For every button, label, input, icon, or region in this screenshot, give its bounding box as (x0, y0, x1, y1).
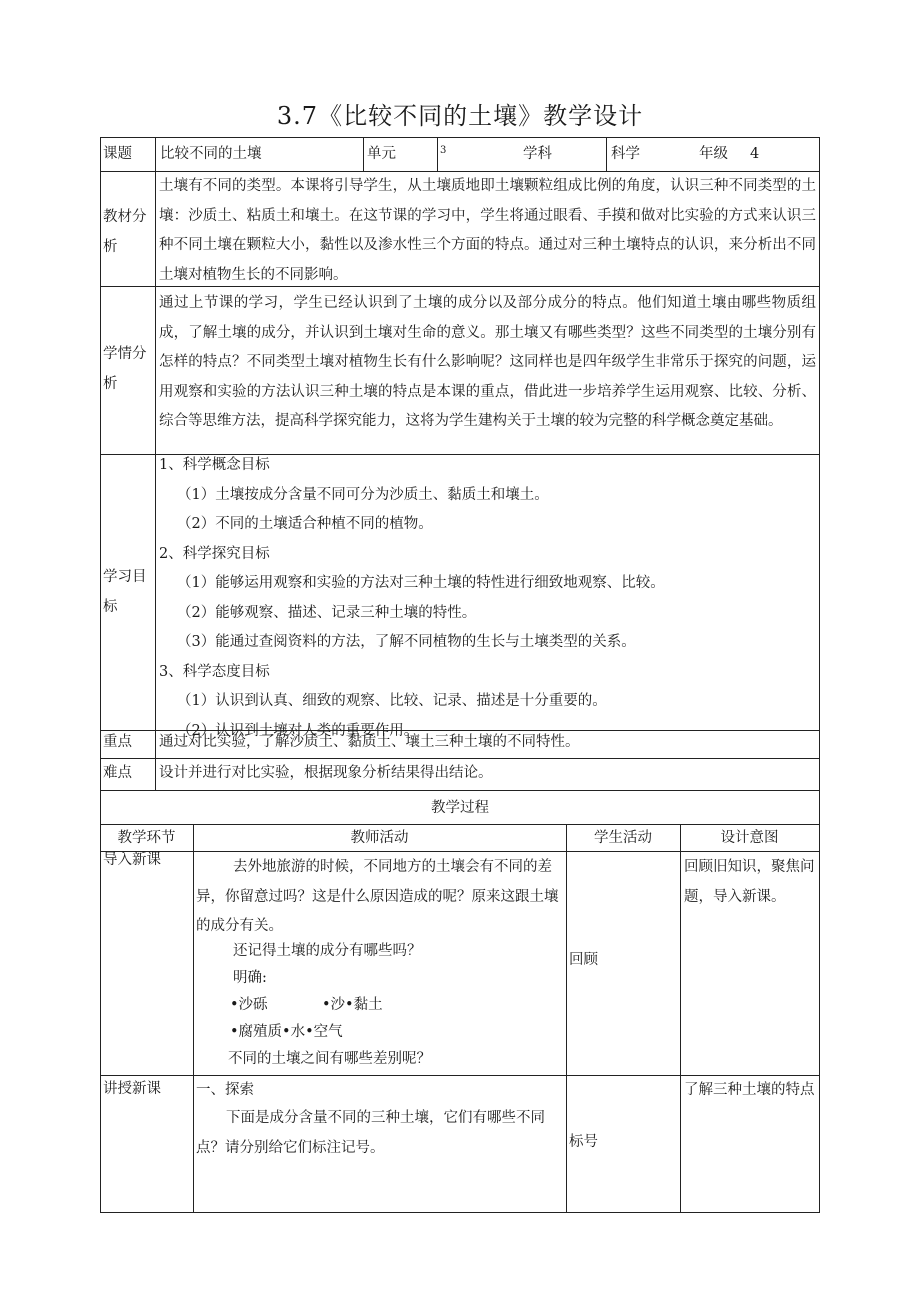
table-border-top (100, 137, 820, 138)
intro-student-activity: 回顾 (569, 952, 598, 968)
col-divider (155, 137, 156, 790)
table-border-bottom (100, 1212, 820, 1213)
stage-teaching: 讲授新课 (103, 1081, 161, 1097)
intro-teacher-line: 明确: (233, 970, 267, 986)
student-analysis-label-line1: 学情分 (103, 346, 147, 362)
learning-goals-label (103, 563, 155, 622)
teaching-design-intent: 了解三种土壤的特点 (684, 1082, 815, 1098)
table-border-left (100, 137, 101, 1213)
intro-design-intent: 回顾旧知识，聚焦问题，导入新课。 (684, 859, 815, 905)
student-analysis-label-line2: 析 (103, 375, 118, 392)
goal-line: （1）认识到认真、细致的观察、比较、记录、描述是十分重要的。 (177, 693, 607, 709)
col-divider (437, 137, 438, 171)
col-divider (566, 824, 567, 1213)
teaching-student-activity: 标号 (569, 1134, 598, 1150)
goal-line: （3）能通过查阅资料的方法，了解不同植物的生长与土壤类型的关系。 (177, 634, 636, 650)
learning-goals-label-line2: 标 (103, 598, 118, 615)
intro-teacher-paragraph: 去外地旅游的时候，不同地方的土壤会有不同的差异，你留意过吗？这是什么原因造成的呢？原来这跟土壤的成分有关。 (196, 859, 559, 934)
intro-teacher-line: 不同的土壤之间有哪些差别呢？ (228, 1051, 431, 1067)
grade-value: 4 (750, 146, 760, 162)
key-point-label: 重点 (103, 734, 132, 750)
col-divider (363, 137, 364, 171)
document-title: 3.7《比较不同的土壤》教学设计 (276, 102, 644, 130)
goal-line: （2）不同的土壤适合种植不同的植物。 (177, 516, 433, 532)
goal-line: （1）能够运用观察和实验的方法对三种土壤的特性进行细致地观察、比较。 (177, 575, 665, 591)
row-divider (100, 790, 820, 791)
table-border-right (819, 137, 820, 1213)
material-analysis-label-line1: 教材分 (103, 209, 147, 225)
teaching-teacher-heading: 一、探索 (196, 1082, 254, 1098)
learning-goals-list (157, 451, 817, 739)
teaching-teacher-paragraph: 下面是成分含量不同的三种土壤，它们有哪些不同点？请分别给它们标注记号。 (196, 1110, 545, 1156)
goal-line: （2）能够观察、描述、记录三种土壤的特性。 (177, 604, 477, 621)
col-divider (606, 137, 607, 171)
stage-intro: 导入新课 (103, 852, 161, 868)
process-title: 教学过程 (431, 800, 489, 816)
col-divider (193, 824, 194, 1213)
goal-line: 2、科学探究目标 (159, 545, 270, 562)
material-analysis-label-line2: 析 (103, 238, 118, 255)
material-analysis-text: 土壤有不同的类型。本课将引导学生，从土壤质地即土壤颗粒组成比例的角度，认识三种不同类型的土壤：沙质土、粘质土和壤土。在这节课的学习中，学生将通过眼看、手摸和做对比实验的方式来认识三种不同土壤在颗粒大小，黏性以及渗水性三个方面的特点。通过对三种土壤特点的认识，来分析出不同土壤对植物生长的不同影响。 (159, 178, 816, 283)
goal-line: 3、科学态度目标 (159, 663, 270, 680)
course-value: 比较不同的土壤 (160, 146, 262, 162)
goal-line: 1、科学概念目标 (159, 457, 270, 473)
student-analysis-label (103, 340, 155, 399)
course-label: 课题 (103, 146, 132, 162)
subject-label: 学科 (523, 146, 552, 162)
header-teacher: 教师活动 (350, 830, 409, 846)
subject-value: 科学 (611, 146, 640, 162)
header-stage: 教学环节 (117, 830, 176, 846)
difficult-point-label: 难点 (103, 765, 132, 781)
goal-line: （2）认识到土壤对人类的重要作用。 (177, 722, 419, 739)
intro-teacher-line: 还记得土壤的成分有哪些吗？ (233, 943, 422, 959)
goal-line: （1）土壤按成分含量不同可分为沙质土、黏质土和壤土。 (177, 486, 549, 503)
learning-goals-label-line1: 学习目 (103, 569, 147, 585)
intro-teacher-line: •腐殖质•水•空气 (230, 1024, 343, 1040)
intro-teacher-line: •沙•黏土 (322, 997, 383, 1013)
unit-label: 单元 (367, 146, 396, 162)
difficult-point-text: 设计并进行对比实验，根据现象分析结果得出结论。 (159, 765, 493, 781)
intro-teacher-line: •沙砾 (230, 997, 268, 1013)
unit-value: 3 (440, 145, 447, 156)
key-point-text: 通过对比实验，了解沙质土、黏质土、壤土三种土壤的不同特性。 (159, 734, 580, 750)
header-intent: 设计意图 (720, 830, 779, 846)
grade-label: 年级 (699, 146, 728, 162)
material-analysis-label (103, 203, 155, 262)
student-analysis-text: 通过上节课的学习，学生已经认识到了土壤的成分以及部分成分的特点。他们知道土壤由哪些物质组成，了解土壤的成分，并认识到土壤对生命的意义。那土壤又有哪些类型？这些不同类型的土壤分别有怎样的特点？不同类型土壤对植物生长有什么影响呢？这同样也是四年级学生非常乐于探究的问题，运用观察和实验的方法认识三种土壤的特点是本课的重点，借此进一步培养学生运用观察、比较、分析、综合等思维方法，提高科学探究能力，这将为学生建构关于土壤的较为完整的科学概念奠定基础。 (159, 295, 816, 429)
header-student: 学生活动 (594, 830, 652, 846)
col-divider (680, 824, 681, 1213)
